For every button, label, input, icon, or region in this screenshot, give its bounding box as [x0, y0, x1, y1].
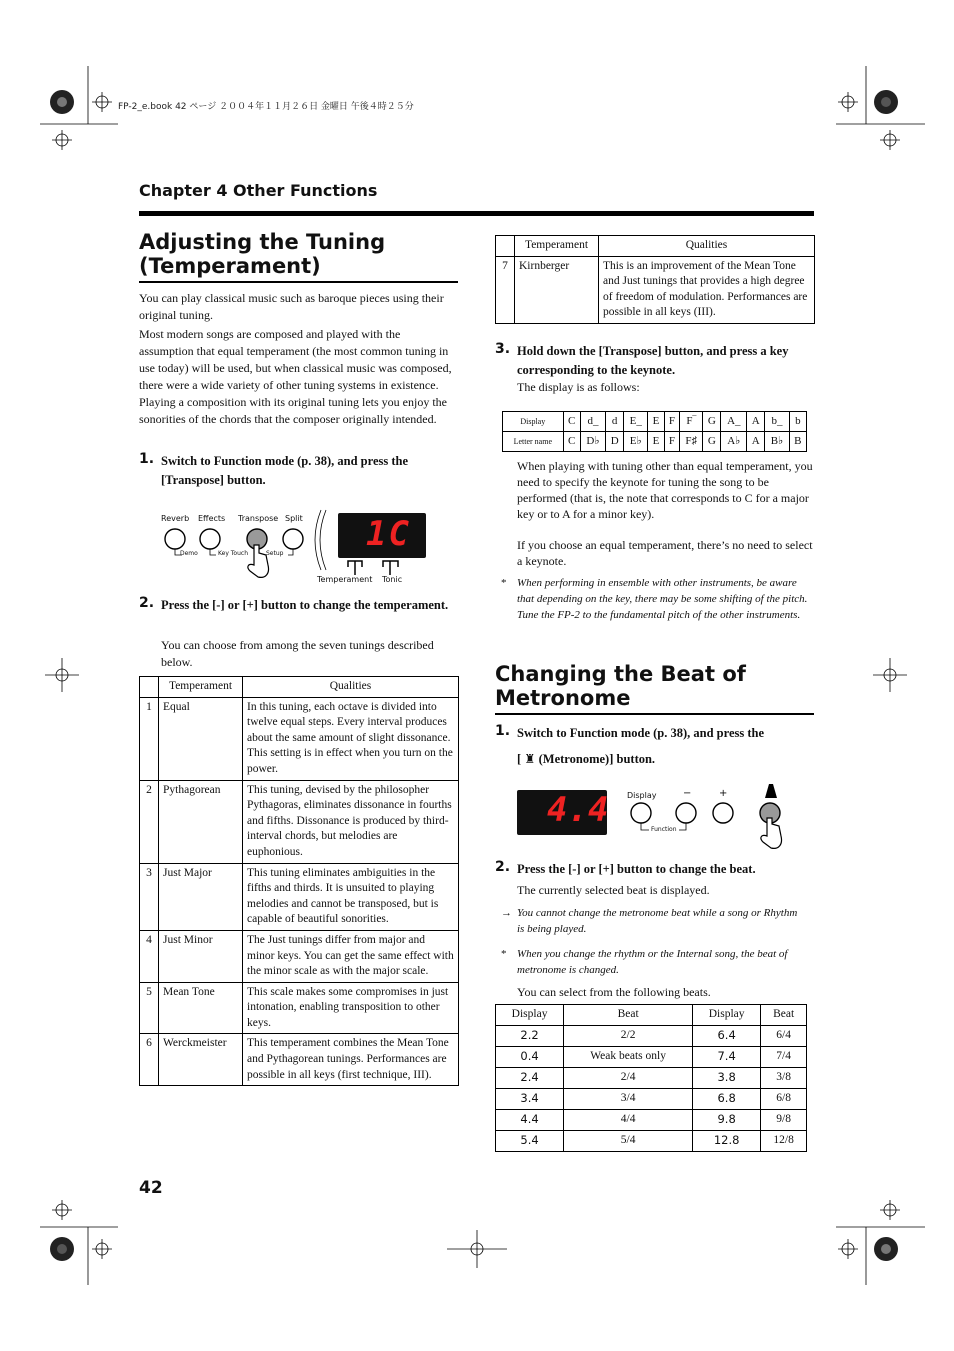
temperament-header: Temperament [515, 236, 599, 257]
letter-row-label: Letter name [503, 432, 564, 452]
page-number: 42 [139, 1178, 163, 1198]
minus-button[interactable] [676, 803, 696, 823]
table-row [140, 1034, 459, 1086]
letter-value: E [648, 432, 664, 452]
letter-value: F [664, 432, 680, 452]
row-number: 7 [496, 256, 515, 323]
letter-value: G [703, 432, 721, 452]
metronome-step-1-cont: [ ♜ (Metronome)] button. [517, 751, 656, 766]
beat-cell: 9/8 [761, 1110, 807, 1131]
beat-cell: 6/4 [761, 1026, 807, 1047]
print-header-note: FP-2_e.book 42 ページ ２００４年１１月２６日 金曜日 午後４時２５分 [118, 102, 414, 112]
step-2-description: You can choose from among the seven tunings described below. [161, 638, 434, 669]
temperament-table-continued [495, 235, 815, 324]
letter-value: C [563, 432, 580, 452]
rhythm-change-note: * When you change the rhythm or the Internal song, the beat of metronome is changed. [501, 948, 788, 976]
metronome-step-2-description: The currently selected beat is displayed. [517, 883, 710, 897]
letter-value: D [606, 432, 624, 452]
temperament-description: In this tuning, each octave is divided into twelve equal steps. Every interval produces about the same amount of slight dissonance. This setting is in effect when you turn on the power. [243, 697, 459, 780]
display-cell: 6.8 [693, 1089, 761, 1110]
table-row [140, 863, 459, 930]
intro-paragraph-1: You can play classical music such as baroque pieces using their original tuning. [139, 291, 444, 322]
display-cell: 2.2 [496, 1026, 564, 1047]
display-value: A_ [721, 412, 747, 432]
section-title-metronome: Changing the Beat of Metronome [495, 662, 746, 710]
display-value: C [563, 412, 580, 432]
temperament-description: This temperament combines the Mean Tone and Pythagorean tunings. Performances are possible in all keys (first technique, III). [243, 1034, 459, 1086]
beat-header: Beat [761, 1005, 807, 1026]
display-readout: 4.4 [547, 790, 609, 830]
header-rule [139, 211, 814, 216]
title-rule [495, 713, 814, 715]
temperament-description: This is an improvement of the Mean Tone and Just tunings that provides a high degree of freedom of modulation. Performances are possible in all keys (III). [599, 256, 815, 323]
key-touch-label: Key Touch [218, 550, 249, 557]
temperament-label: Temperament [317, 575, 373, 584]
setup-label: Setup [266, 550, 284, 557]
song-playing-note: → You cannot change the metronome beat while a song or Rhythm is being played. [501, 907, 798, 935]
display-cell: 3.8 [693, 1068, 761, 1089]
table-row [496, 256, 815, 323]
display-cell: 7.4 [693, 1047, 761, 1068]
number-header [140, 677, 159, 698]
table-row [496, 1110, 807, 1131]
intro-paragraph-2: Most modern songs are composed and played with the assumption that equal temperament (the most common tuning in use today) will be used, but when classical music was composed, there were a wide variety of other tuning systems in existence. Playing a composition with its original tuning lets you enjoy the sonorities of the chords that the composer originally intended. [139, 327, 452, 426]
table-row [496, 1068, 807, 1089]
display-header: Display [693, 1005, 761, 1026]
letter-name-row [503, 432, 807, 452]
effects-label: Effects [198, 514, 226, 523]
plus-button[interactable] [713, 803, 733, 823]
beat-header: Beat [564, 1005, 693, 1026]
table-row [496, 1026, 807, 1047]
ensemble-note: * When performing in ensemble with other instruments, be aware that depending on the key, there may be some shifting of the pitch. Tune the FP-2 to the fundamental pitch of the other instruments. [501, 577, 808, 621]
table-row [140, 697, 459, 780]
table-row [140, 982, 459, 1034]
beat-cell: 6/8 [761, 1089, 807, 1110]
title-rule [139, 281, 458, 283]
keynote-display-table [502, 411, 807, 452]
letter-value: D♭ [580, 432, 605, 452]
beat-cell: 3/8 [761, 1068, 807, 1089]
beat-cell: Weak beats only [564, 1047, 693, 1068]
display-cell: 3.4 [496, 1089, 564, 1110]
minus-label: − [683, 788, 692, 799]
display-cell: 9.8 [693, 1110, 761, 1131]
temperament-name: Just Major [159, 863, 243, 930]
keynote-explanation: When playing with tuning other than equal temperament, you need to specify the keynote for tuning the song to be performed (that is, the note that corresponds to C for a major key or to A for a minor key). [517, 459, 813, 521]
beat-select-description: You can select from the following beats. [517, 985, 711, 999]
temperament-description: This scale makes some compromises in just intonation, enabling transposition to other keys. [243, 982, 459, 1034]
reverb-button[interactable] [165, 529, 185, 549]
beat-cell: 3/4 [564, 1089, 693, 1110]
row-number: 3 [140, 863, 159, 930]
display-cell: 5.4 [496, 1131, 564, 1152]
table-row [496, 1089, 807, 1110]
display-cell: 6.4 [693, 1026, 761, 1047]
metronome-step-2: 2. Press the [-] or [+] button to change the beat. [495, 859, 756, 876]
display-value: b_ [765, 412, 789, 432]
display-header: Display [496, 1005, 564, 1026]
temperament-name: Mean Tone [159, 982, 243, 1034]
display-value: d_ [580, 412, 605, 432]
temperament-name: Kirnberger [515, 256, 599, 323]
display-value: G [703, 412, 721, 432]
display-value: d [606, 412, 624, 432]
beat-cell: 5/4 [564, 1131, 693, 1152]
letter-value: E♭ [624, 432, 648, 452]
section-title-tuning: Adjusting the Tuning (Temperament) [139, 230, 386, 278]
step-2: 2. Press the [-] or [+] button to change the temperament. [139, 595, 449, 612]
row-number: 4 [140, 930, 159, 982]
temperament-name: Just Minor [159, 930, 243, 982]
row-number: 1 [140, 697, 159, 780]
step-1: 1. Switch to Function mode (p. 38), and press the [Transpose] button. [139, 451, 409, 487]
row-number: 2 [140, 780, 159, 863]
tonic-label: Tonic [382, 575, 403, 584]
display-value: F [664, 412, 680, 432]
equal-temperament-note: If you choose an equal temperament, there’s no need to select a keynote. [517, 538, 813, 568]
temperament-description: This tuning eliminates ambiguities in the fifths and thirds. It is unsuited to playing melodies and cannot be transposed, but is capable of beautiful sonorities. [243, 863, 459, 930]
beat-cell: 12/8 [761, 1131, 807, 1152]
row-number: 6 [140, 1034, 159, 1086]
transpose-panel-illustration [158, 505, 448, 590]
qualities-header: Qualities [243, 677, 459, 698]
display-value: F‾ [680, 412, 703, 432]
display-cell: 4.4 [496, 1110, 564, 1131]
metronome-icon: ♜ [524, 751, 536, 766]
table-row [140, 780, 459, 863]
row-number: 5 [140, 982, 159, 1034]
split-button[interactable] [283, 529, 303, 549]
temperament-description: The Just tunings differ from major and minor keys. You can get the same effect with the minor scale as with the major scale. [243, 930, 459, 982]
metronome-icon [765, 784, 777, 798]
temperament-table [139, 676, 459, 1086]
number-header [496, 236, 515, 257]
step-3: 3. Hold down the [Transpose] button, and press a key corresponding to the keynote. [495, 341, 789, 377]
qualities-header: Qualities [599, 236, 815, 257]
beat-table [495, 1004, 807, 1152]
display-readout: 1C [366, 514, 411, 554]
step-3-description: The display is as follows: [517, 380, 640, 394]
letter-value: A [747, 432, 765, 452]
letter-value: F♯ [680, 432, 703, 452]
beat-cell: 2/4 [564, 1068, 693, 1089]
pressing-finger-icon [761, 818, 782, 848]
beat-cell: 2/2 [564, 1026, 693, 1047]
temperament-name: Werckmeister [159, 1034, 243, 1086]
display-value: b [789, 412, 806, 432]
chapter-heading: Chapter 4 Other Functions [139, 181, 378, 200]
temperament-description: This tuning, devised by the philosopher Pythagoras, eliminates dissonance in fourths and fifths. Dissonance is produced by third-interval chords, but melodies are euphonious. [243, 780, 459, 863]
metronome-step-1: 1. Switch to Function mode (p. 38), and press the [495, 723, 765, 740]
plus-label: + [719, 788, 728, 799]
display-cell: 12.8 [693, 1131, 761, 1152]
temperament-name: Pythagorean [159, 780, 243, 863]
temperament-name: Equal [159, 697, 243, 780]
display-row-label: Display [503, 412, 564, 432]
letter-value: B♭ [765, 432, 789, 452]
transpose-label: Transpose [238, 514, 279, 523]
display-button[interactable] [631, 803, 651, 823]
split-label: Split [285, 514, 303, 523]
function-label: Function [651, 826, 677, 833]
table-row [496, 1131, 807, 1152]
display-cell: 0.4 [496, 1047, 564, 1068]
beat-cell: 4/4 [564, 1110, 693, 1131]
demo-label: Demo [180, 550, 198, 557]
display-cell: 2.4 [496, 1068, 564, 1089]
display-button-label: Display [627, 791, 657, 800]
display-value: E [648, 412, 664, 432]
effects-button[interactable] [200, 529, 220, 549]
metronome-panel-illustration [517, 780, 787, 850]
table-row [140, 930, 459, 982]
temperament-header: Temperament [159, 677, 243, 698]
beat-cell: 7/4 [761, 1047, 807, 1068]
letter-value: A♭ [721, 432, 747, 452]
display-value: A [747, 412, 765, 432]
reverb-label: Reverb [161, 514, 190, 523]
table-row [496, 1047, 807, 1068]
letter-value: B [789, 432, 806, 452]
display-row [503, 412, 807, 432]
display-value: E_ [624, 412, 648, 432]
